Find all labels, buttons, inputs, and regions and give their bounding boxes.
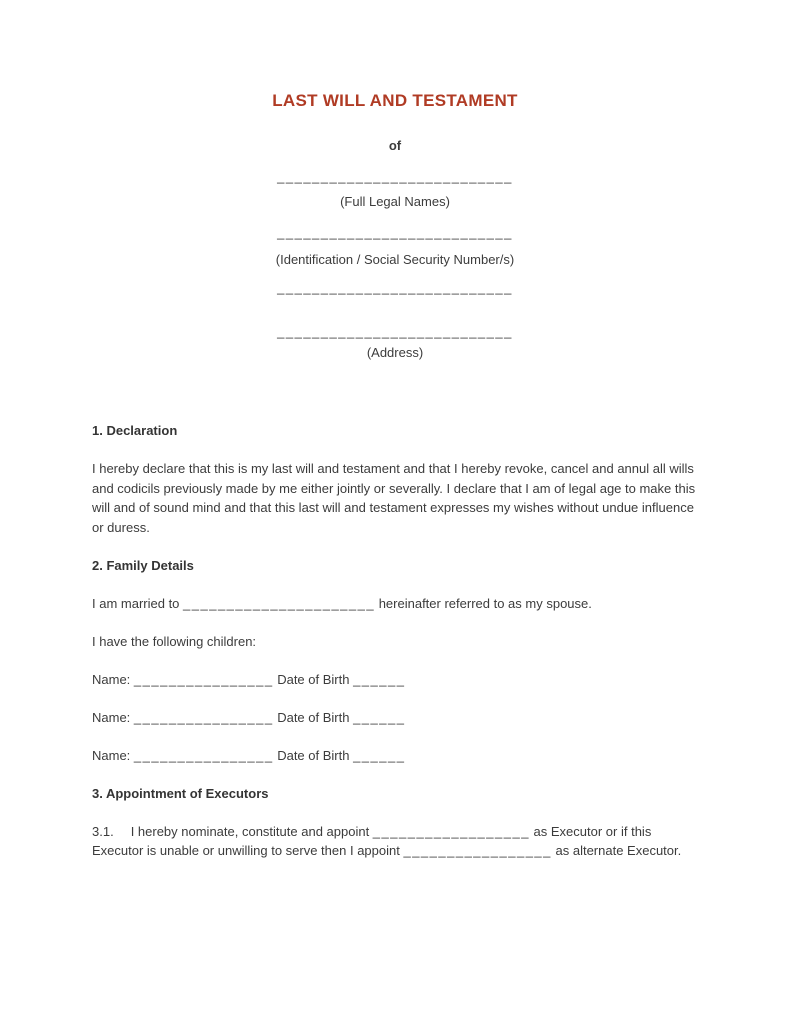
address-blank-line-1 [92, 278, 698, 298]
full-legal-names-caption: (Full Legal Names) [340, 194, 450, 209]
full-legal-names-blank: ___________________________ [277, 168, 513, 184]
document-header [92, 90, 698, 363]
address-blank-line-2 [92, 322, 698, 342]
section-family-details-heading: 2. Family Details [92, 557, 194, 573]
document-body [92, 421, 698, 861]
section-declaration-heading: 1. Declaration [92, 423, 178, 438]
child-name-label: Name: [92, 671, 134, 687]
child-dob-label: Date of Birth [273, 709, 354, 725]
section-executors-heading: 3. Appointment of Executors [92, 785, 269, 801]
child-row [92, 670, 698, 690]
clause-number: 3.1. [92, 823, 114, 839]
identification-caption: (Identification / Social Security Number/s) [275, 252, 515, 267]
child-row [92, 746, 698, 766]
declaration-paragraph: I hereby declare that this is my last will and testament and that I hereby revoke, cancel and annul all wills and codicils previously made by me either jointly or severally. I declare that I am of legal age to make this will and of sound mind and that this last will and testament expresses my wishes without undue influence or duress. [92, 461, 696, 535]
spouse-name-blank: ______________________ [183, 595, 376, 611]
alternate-executor-name-blank: _________________ [403, 843, 552, 858]
executor-clause-post: as alternate Executor. [551, 843, 682, 858]
child-row [92, 708, 698, 728]
address-blank-2: ___________________________ [277, 324, 513, 339]
executor-clause-pre: I hereby nominate, constitute and appoint [130, 823, 373, 839]
identification-blank: ___________________________ [277, 225, 513, 240]
children-intro: I have the following children: [92, 633, 257, 649]
address-caption: (Address) [366, 345, 424, 360]
married-line-pre: I am married to [92, 595, 184, 611]
executor-clause-mid: as Executor or if this Executor is unable or unwilling to serve then I appoint [92, 823, 652, 858]
married-line [92, 594, 698, 614]
document-title: LAST WILL AND TESTAMENT [272, 91, 518, 110]
child-name-label: Name: [92, 709, 134, 725]
child-dob-label: Date of Birth [273, 671, 354, 687]
child-name-label: Name: [92, 747, 134, 763]
child-name-blank: ________________ [133, 671, 274, 687]
address-blank-1: ___________________________ [277, 280, 513, 295]
executor-clause [92, 822, 698, 861]
child-dob-label: Date of Birth [273, 747, 354, 763]
child-dob-blank: ______ [353, 709, 406, 725]
child-name-blank: ________________ [133, 747, 274, 763]
identification-blank-line [92, 223, 698, 243]
of-label: of [388, 138, 402, 153]
full-legal-names-blank-line [92, 167, 698, 187]
executor-name-blank: __________________ [372, 823, 530, 839]
married-line-post: hereinafter referred to as my spouse. [375, 595, 592, 611]
child-dob-blank: ______ [353, 747, 406, 763]
child-dob-blank: ______ [353, 671, 406, 687]
child-name-blank: ________________ [133, 709, 274, 725]
